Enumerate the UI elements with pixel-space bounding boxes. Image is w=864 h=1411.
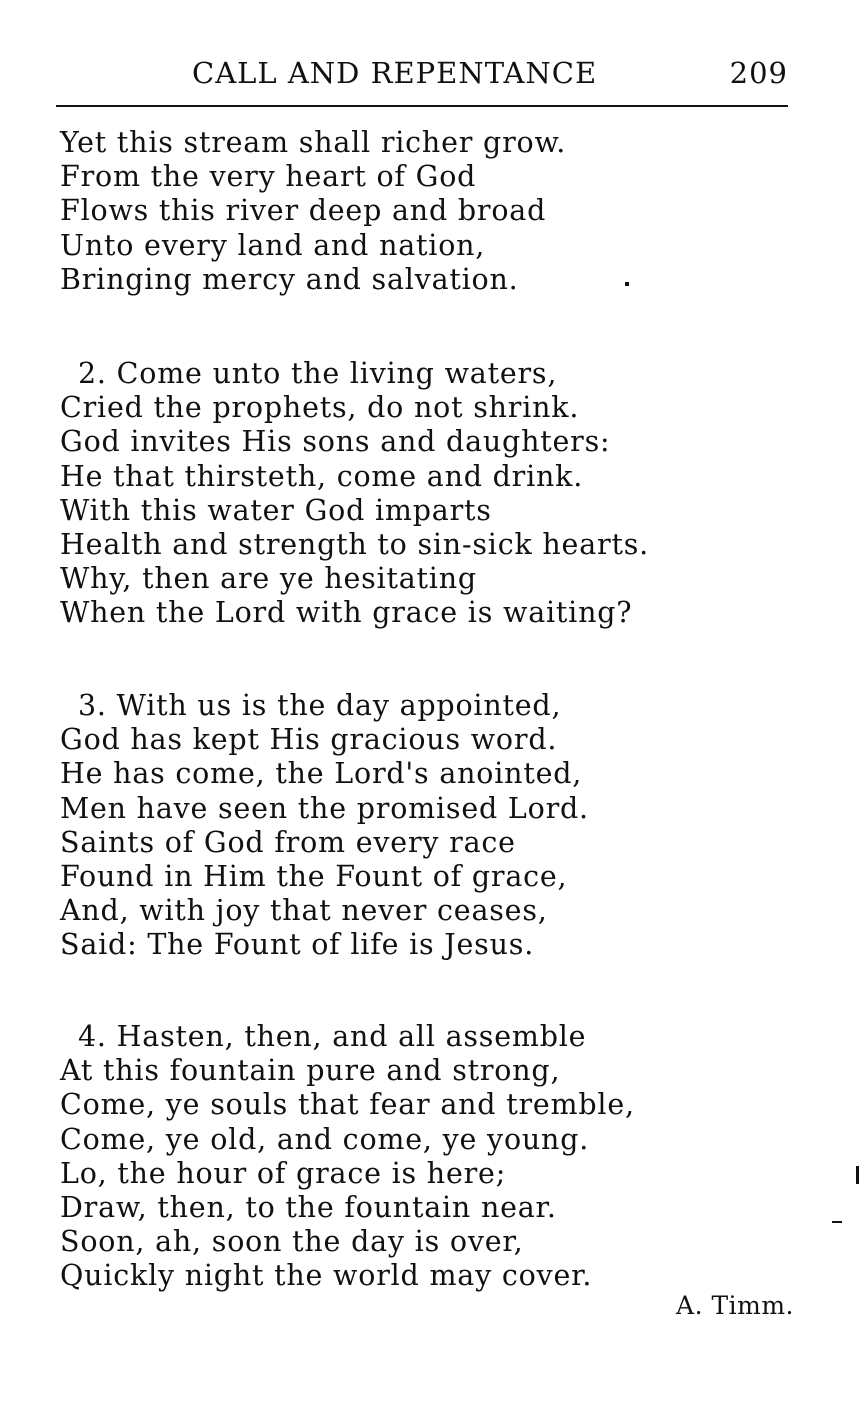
stanza-4	[60, 1020, 635, 1294]
verse-line: Come, ye old, and come, ye young.	[60, 1122, 590, 1156]
verse-line: Bringing mercy and salvation.	[60, 262, 519, 296]
verse-line: Men have seen the promised Lord.	[60, 791, 589, 825]
header-rule	[56, 105, 788, 107]
verse-line: 4. Hasten, then, and all assemble	[78, 1020, 587, 1053]
verse-line: And, with joy that never ceases,	[60, 894, 548, 928]
print-speck	[625, 282, 629, 286]
verse-line: When the Lord with grace is waiting?	[60, 596, 633, 630]
verse-line: God invites His sons and daughters:	[60, 425, 611, 459]
verse-line: Quickly night the world may cover.	[60, 1259, 593, 1293]
verse-line: Lo, the hour of grace is here;	[60, 1156, 507, 1190]
verse-line: Saints of God from every race	[60, 825, 516, 859]
verse-line: Yet this stream shall richer grow.	[60, 126, 567, 159]
print-speck	[856, 1166, 859, 1184]
verse-line: Unto every land and nation,	[60, 228, 486, 262]
verse-line: From the very heart of God	[60, 160, 477, 194]
stanza-1	[60, 126, 566, 297]
verse-line: Said: The Fount of life is Jesus.	[60, 928, 535, 962]
author-attribution: A. Timm.	[676, 1291, 794, 1320]
verse-line: Draw, then, to the fountain near.	[60, 1190, 557, 1224]
stanza-2	[60, 357, 649, 631]
verse-line: At this fountain pure and strong,	[60, 1054, 561, 1088]
verse-line: Cried the prophets, do not shrink.	[60, 391, 580, 425]
verse-line: God has kept His gracious word.	[60, 723, 558, 757]
print-speck	[832, 1221, 842, 1223]
page-number: 209	[729, 56, 788, 90]
verse-line: Come, ye souls that fear and tremble,	[60, 1088, 635, 1122]
verse-line: Health and strength to sin-sick hearts.	[60, 527, 649, 561]
verse-line: Soon, ah, soon the day is over,	[60, 1225, 524, 1259]
verse-line: Found in Him the Fount of grace,	[60, 859, 568, 893]
page-header	[56, 56, 788, 96]
verse-line: He has come, the Lord's anointed,	[60, 757, 583, 791]
verse-line: He that thirsteth, come and drink.	[60, 459, 584, 493]
running-title: CALL AND REPENTANCE	[192, 56, 598, 90]
verse-line: 3. With us is the day appointed,	[78, 689, 562, 722]
verse-line: With this water God imparts	[60, 493, 492, 527]
stanza-3	[60, 689, 589, 963]
verse-line: Why, then are ye hesitating	[60, 562, 477, 596]
verse-line: Flows this river deep and broad	[60, 194, 547, 228]
verse-line: 2. Come unto the living waters,	[78, 357, 558, 390]
